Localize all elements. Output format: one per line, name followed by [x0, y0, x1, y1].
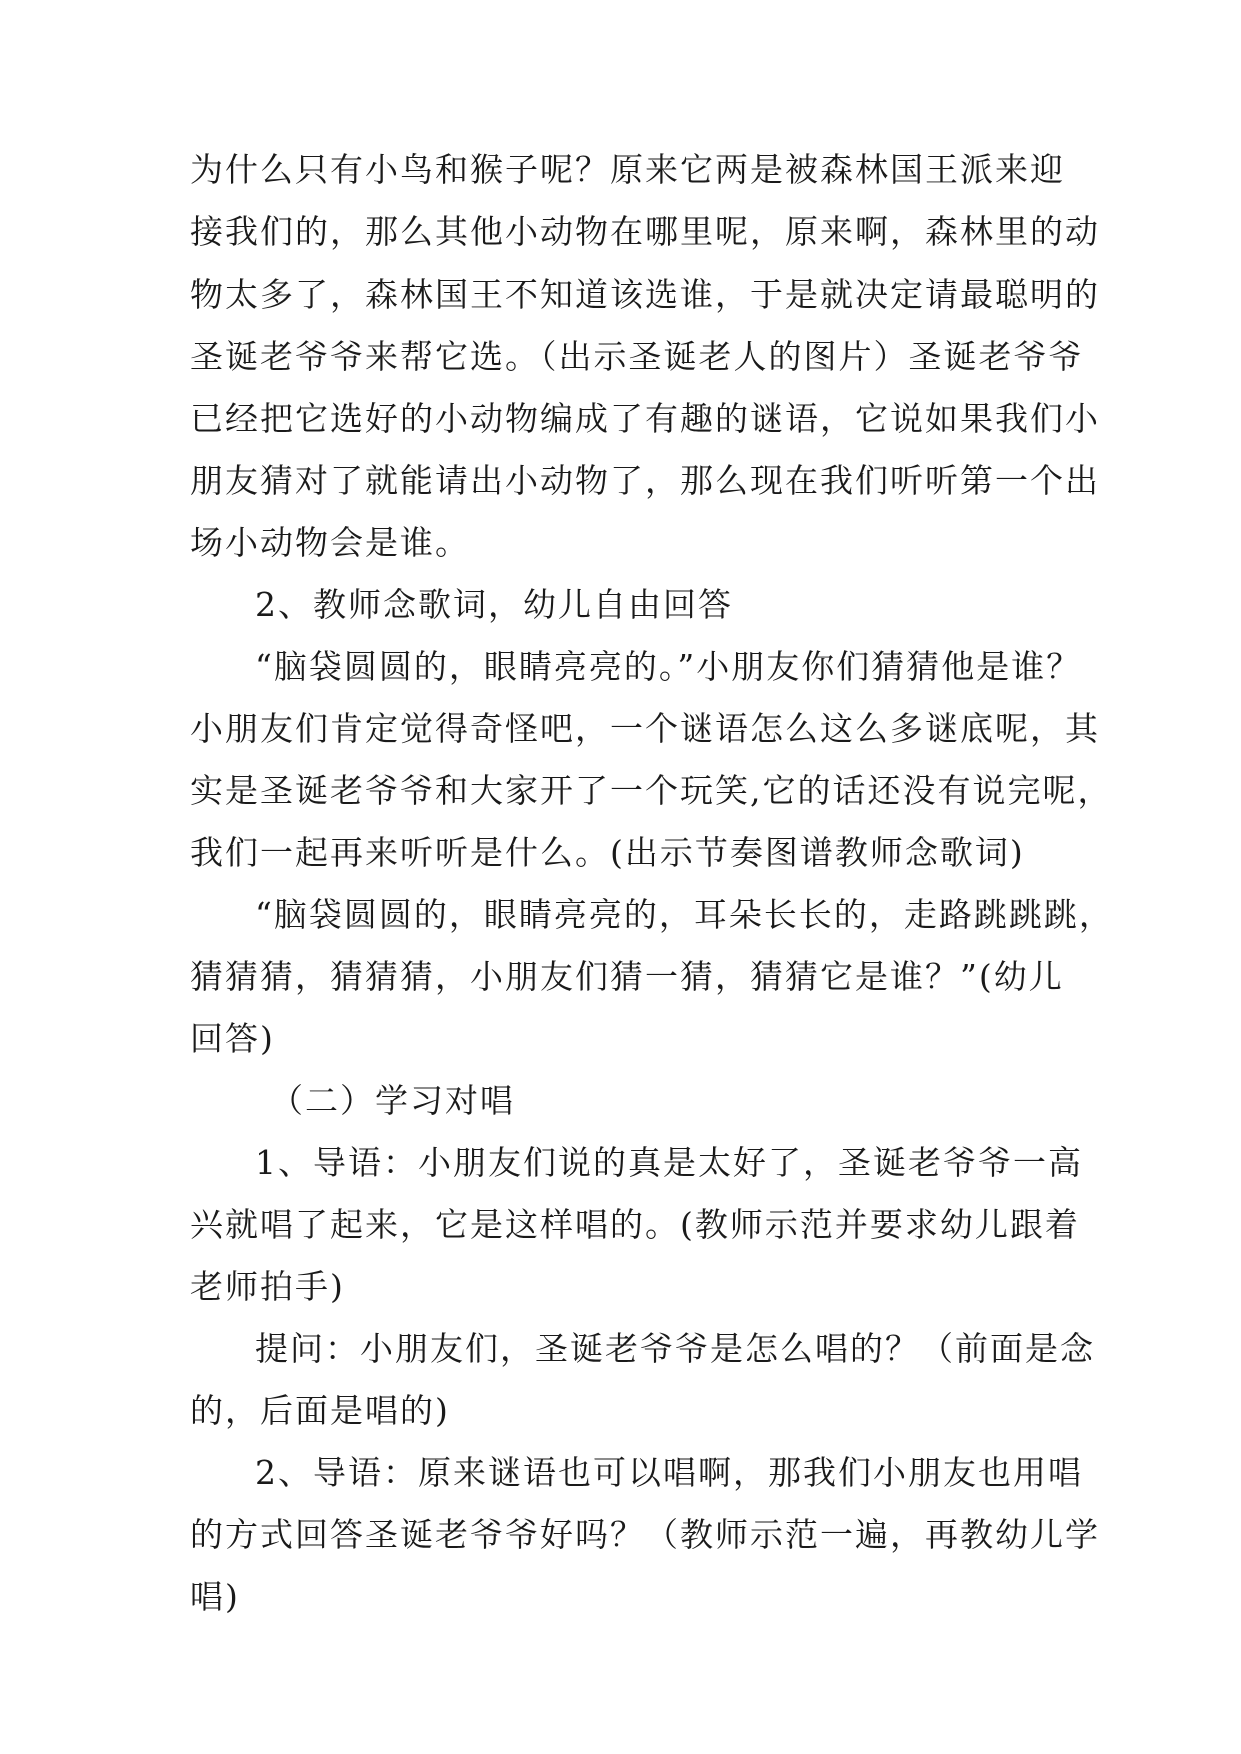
text-line: 实是圣诞老爷爷和大家开了一个玩笑,它的话还没有说完呢，: [190, 771, 1113, 810]
section-step-heading: 2、导语：原来谜语也可以唱啊，那我们小朋友也用唱: [255, 1453, 1083, 1492]
text-line: 猜猜猜，猜猜猜，小朋友们猜一猜，猜猜它是谁？”(幼儿: [190, 957, 1064, 996]
text-line: 接我们的，那么其他小动物在哪里呢，原来啊，森林里的动: [190, 212, 1100, 251]
text-line: 提问：小朋友们，圣诞老爷爷是怎么唱的？（前面是念: [255, 1329, 1095, 1368]
text-line: 已经把它选好的小动物编成了有趣的谜语，它说如果我们小: [190, 399, 1100, 438]
text-line: 小朋友们肯定觉得奇怪吧，一个谜语怎么这么多谜底呢，其: [190, 709, 1100, 748]
text-line: 兴就唱了起来，它是这样唱的。(教师示范并要求幼儿跟着: [190, 1205, 1080, 1244]
section-heading: （二）学习对唱: [270, 1081, 515, 1120]
text-line: 我们一起再来听听是什么。(出示节奏图谱教师念歌词): [190, 833, 1025, 872]
section-step-heading: 2、教师念歌词，幼儿自由回答: [255, 585, 733, 624]
text-line: 物太多了，森林国王不知道该选谁，于是就决定请最聪明的: [190, 275, 1100, 314]
text-line: 回答): [190, 1019, 275, 1058]
text-line: 朋友猜对了就能请出小动物了，那么现在我们听听第一个出: [190, 461, 1100, 500]
text-line: “脑袋圆圆的，眼睛亮亮的。”小朋友你们猜猜他是谁？: [255, 647, 1082, 686]
text-line: 老师拍手): [190, 1267, 345, 1306]
text-line: 为什么只有小鸟和猴子呢？原来它两是被森林国王派来迎: [190, 150, 1065, 189]
text-line: 的方式回答圣诞老爷爷好吗？（教师示范一遍，再教幼儿学: [190, 1515, 1100, 1554]
section-step-heading: 1、导语：小朋友们说的真是太好了，圣诞老爷爷一高: [255, 1143, 1083, 1182]
text-line: 圣诞老爷爷来帮它选。（出示圣诞老人的图片）圣诞老爷爷: [190, 337, 1084, 376]
text-line: 场小动物会是谁。: [190, 523, 470, 562]
text-line: 的，后面是唱的): [190, 1391, 450, 1430]
text-line: 唱): [190, 1577, 240, 1616]
text-line: “脑袋圆圆的，眼睛亮亮的，耳朵长长的，走路跳跳跳，: [255, 895, 1114, 934]
